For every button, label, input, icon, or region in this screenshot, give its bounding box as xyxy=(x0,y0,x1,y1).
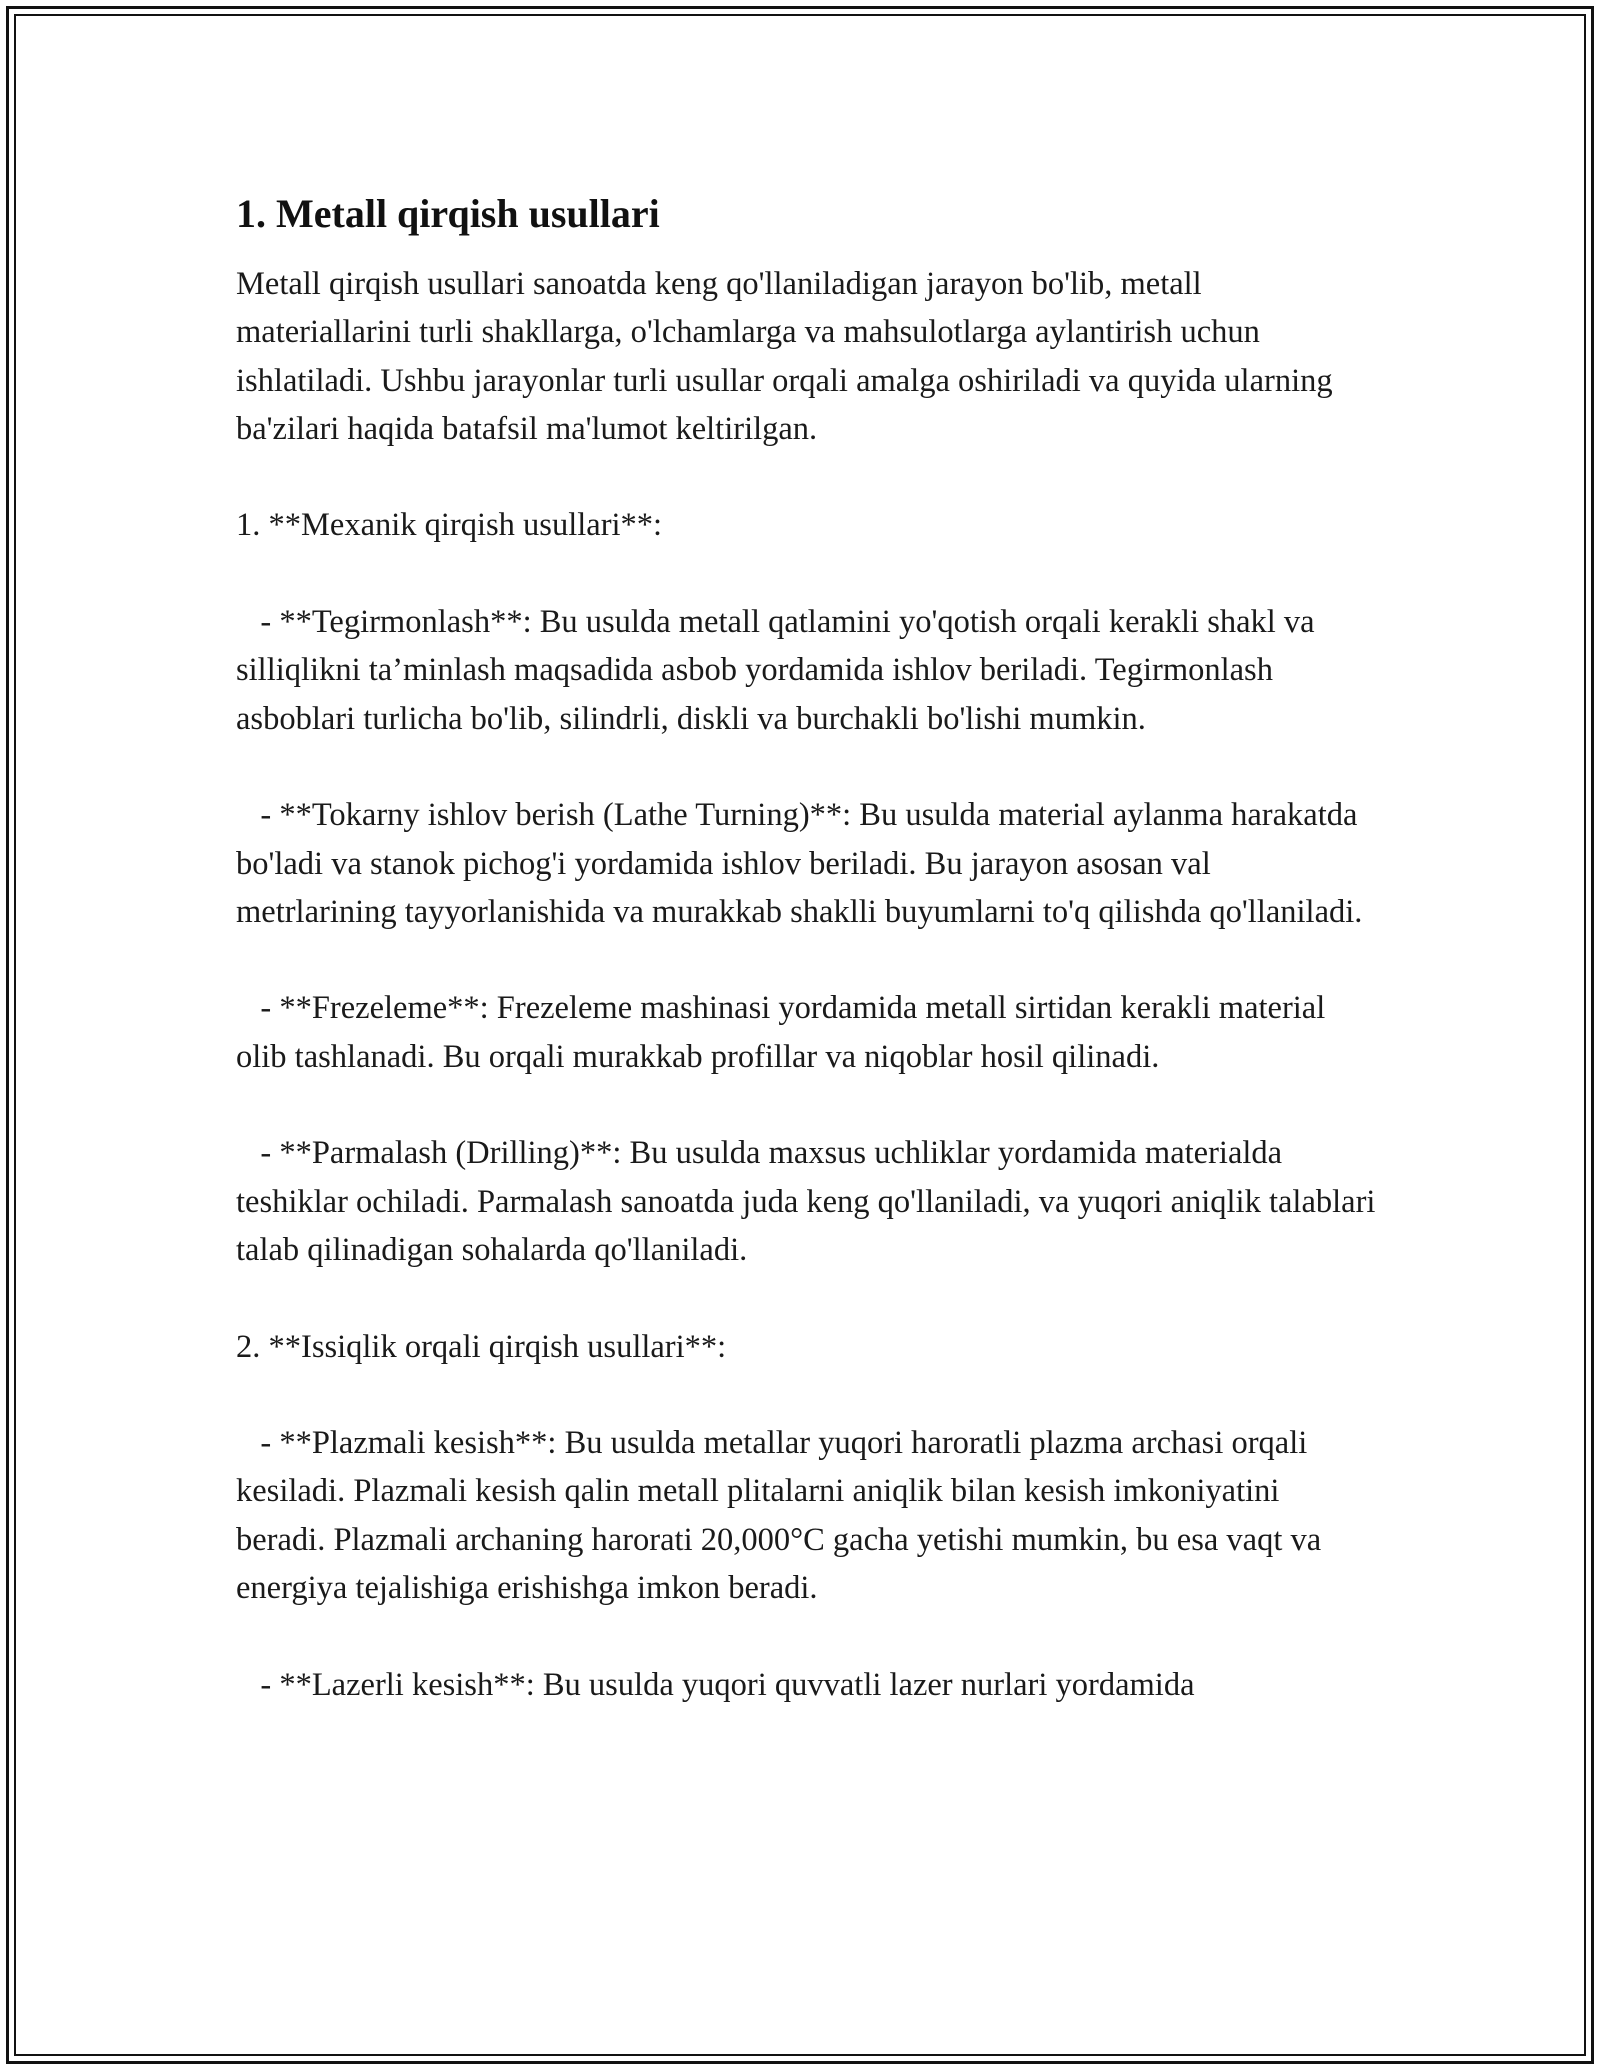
list-heading-mechanical: 1. **Mexanik qirqish usullari**: xyxy=(236,507,663,544)
paragraph-gap xyxy=(236,1371,1376,1419)
list-item-frezeleme: - **Frezeleme**: Frezeleme mashinasi yordamida metall sirtidan kerakli material olib tashlanadi. Bu orqali murakkab profillar va niqoblar hosil qilinadi. xyxy=(236,990,1334,1075)
paragraph-gap xyxy=(236,550,1376,598)
section-heading: 1. Metall qirqish usullari xyxy=(236,191,660,236)
paragraph-gap xyxy=(236,1274,1376,1322)
list-item-lazerli: - **Lazerli kesish**: Bu usulda yuqori quvvatli lazer nurlari yordamida xyxy=(236,1666,1195,1703)
paragraph-gap xyxy=(236,743,1376,791)
list-item-parmalash: - **Parmalash (Drilling)**: Bu usulda maxsus uchliklar yordamida materialda teshiklar ochiladi. Parmalash sanoatda juda keng qo'llaniladi, va yuqori aniqlik talablari talab qilinadigan sohalarda qo'llaniladi. xyxy=(236,1135,1384,1268)
paragraph-gap xyxy=(236,936,1376,984)
list-item-tokarny: - **Tokarny ishlov berish (Lathe Turning)**: Bu usulda material aylanma harakatda bo'ladi va stanok pichog'i yordamida ishlov beriladi. Bu jarayon asosan val metrlarining tayyorlanishida va murakkab shaklli buyumlarni to'q qilishda qo'llaniladi. xyxy=(236,797,1366,930)
list-item-plazmali: - **Plazmali kesish**: Bu usulda metallar yuqori haroratli plazma archasi orqali kesiladi. Plazmali kesish qalin metall plitalarni aniqlik bilan kesish imkoniyatini beradi. Plazmali archaning harorati 20,000°C gacha yetishi mumkin, bu esa vaqt va energiya tejalishiga erishishga imkon beradi. xyxy=(236,1425,1330,1607)
paragraph-gap xyxy=(236,453,1376,501)
list-item-tegirmonlash: - **Tegirmonlash**: Bu usulda metall qatlamini yo'qotish orqali kerakli shakl va silliqlikni ta’minlash maqsadida asbob yordamida ishlov beriladi. Tegirmonlash asboblari turlicha bo'lib, silindrli, diskli va burchakli bo'lishi mumkin. xyxy=(236,604,1323,737)
list-heading-thermal: 2. **Issiqlik orqali qirqish usullari**: xyxy=(236,1328,727,1365)
paragraph-gap xyxy=(236,1081,1376,1129)
paragraph-gap xyxy=(236,1612,1376,1660)
intro-paragraph: Metall qirqish usullari sanoatda keng qo'llaniladigan jarayon bo'lib, metall materiallarini turli shakllarga, o'lchamlarga va mahsulotlarga aylantirish uchun ishlatiladi. Ushbu jarayonlar turli usullar orqali amalga oshiriladi va quyida ularning ba'zilari haqida batafsil ma'lumot keltirilgan. xyxy=(236,266,1341,447)
document-body xyxy=(236,186,1384,1709)
